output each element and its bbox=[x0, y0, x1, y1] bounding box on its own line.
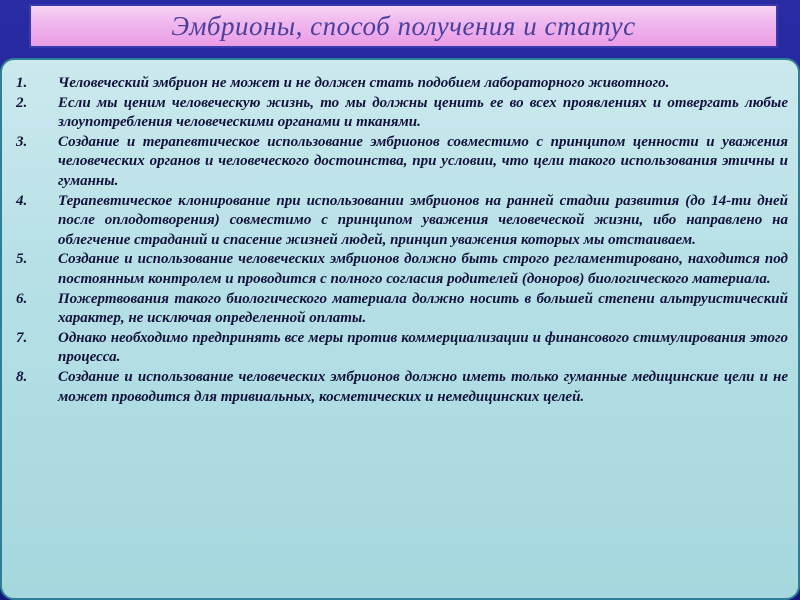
list-item-text: Создание и терапевтическое использование эмбрионов совместимо с принципом ценности и уважения человеческих органов и человеческого достоинства, при условии, что цели такого использования этичны и гуманны. bbox=[58, 133, 788, 189]
list-item-number: 3. bbox=[16, 133, 28, 150]
list-item bbox=[16, 133, 788, 192]
list-item bbox=[16, 329, 788, 368]
list-item-number: 4. bbox=[16, 192, 28, 209]
list-item-text: Пожертвования такого биологического материала должно носить в большей степени альтруистический характер, не исключая определенной оплаты. bbox=[58, 290, 788, 327]
list-item bbox=[16, 74, 788, 94]
list-item-text: Однако необходимо предпринять все меры против коммерциализации и финансового стимулирования этого процесса. bbox=[58, 329, 788, 366]
list-item bbox=[16, 192, 788, 251]
list-item-number: 6. bbox=[16, 290, 28, 307]
list-item bbox=[16, 94, 788, 133]
list-item-text: Человеческий эмбрион не может и не должен стать подобием лабораторного животного. bbox=[58, 75, 670, 91]
list-item bbox=[16, 250, 788, 289]
list-item-number: 7. bbox=[16, 329, 28, 346]
list-item-number: 2. bbox=[16, 94, 28, 111]
list-item bbox=[16, 290, 788, 329]
list-item-text: Если мы ценим человеческую жизнь, то мы должны ценить ее во всех проявлениях и отвергать любые злоупотребления человеческими органами и тканями. bbox=[58, 94, 788, 131]
list-item-number: 1. bbox=[16, 75, 28, 91]
list-item bbox=[16, 368, 788, 407]
content-panel bbox=[0, 58, 800, 600]
title-banner bbox=[29, 4, 778, 48]
list-item-text: Создание и использование человеческих эмбрионов должно быть строго регламентировано, находится под постоянным контролем и проводится с полного согласия родителей (доноров) биологического материала. bbox=[58, 251, 788, 287]
slide-title: Эмбрионы, способ получения и статус bbox=[171, 10, 636, 41]
list-item-text: Терапевтическое клонирование при использовании эмбрионов на ранней стадии развития (до 14-ти дней после оплодотворения) совместимо с принципом уважения человеческой жизни, ибо направлено на облегчение страданий и спасение жизней людей, принцип уважения которых мы отстаиваем. bbox=[58, 192, 788, 248]
list-item-text: Создание и использование человеческих эмбрионов должно иметь только гуманные медицинские цели и не может проводится для тривиальных, косметических и немедицинских целей. bbox=[58, 368, 788, 405]
list-item-number: 8. bbox=[16, 368, 28, 385]
list-item-number: 5. bbox=[16, 251, 28, 268]
numbered-list bbox=[16, 74, 788, 407]
